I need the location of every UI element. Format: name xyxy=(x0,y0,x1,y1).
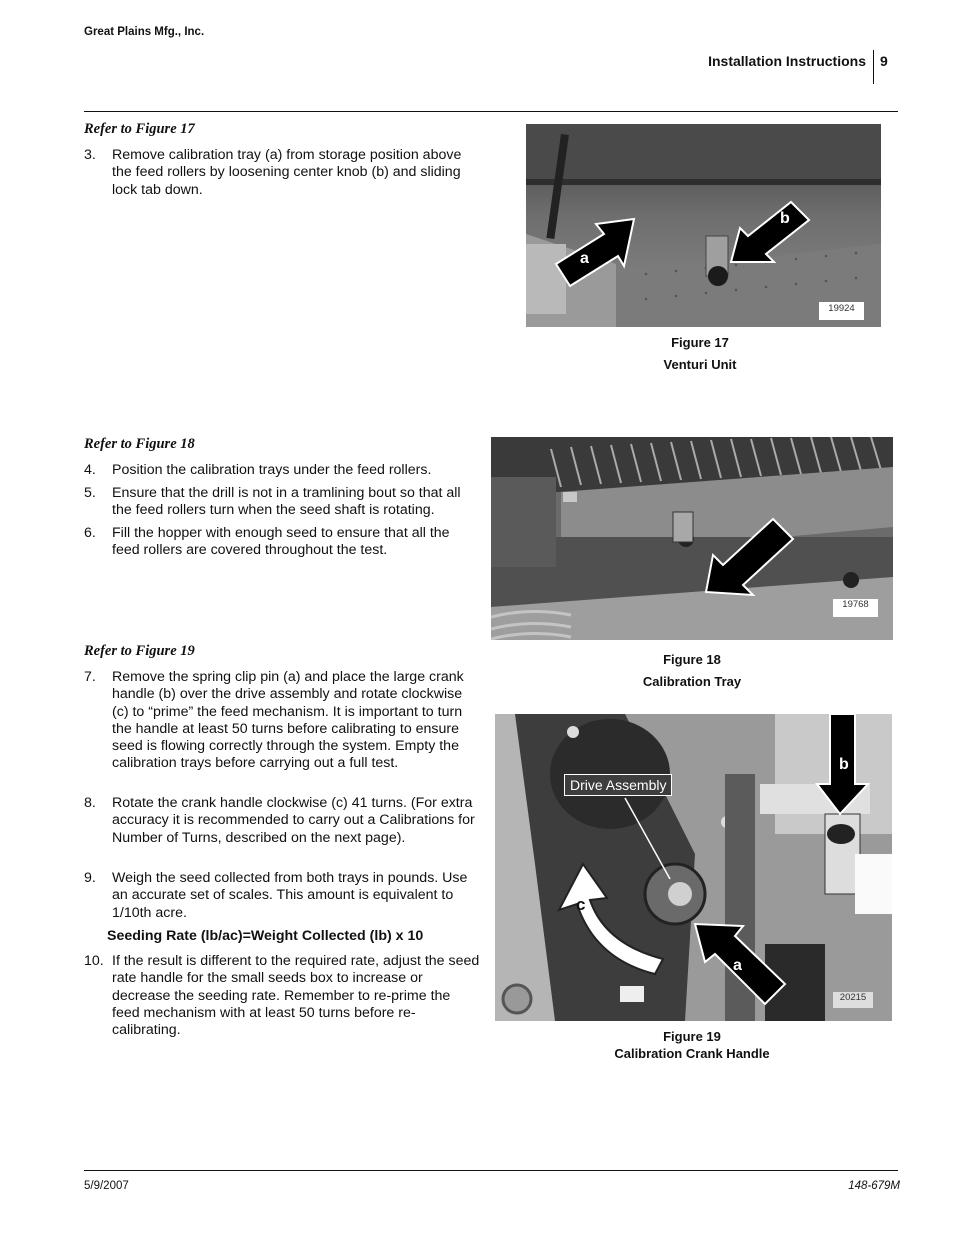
step-5 xyxy=(84,485,480,520)
figure-18-number: Figure 18 xyxy=(663,652,721,667)
step-number: 3. xyxy=(84,147,96,163)
step-9 xyxy=(84,870,480,922)
step-text: Remove the spring clip pin (a) and place the large crank handle (b) over the drive assembly and rotate clockwise (c) to “prime” the feed mechanism. It is important to turn the handle at least 50 turns before calibrating to ensure seed is flowing correctly through the system. Empty the calibration trays before carrying out a full test. xyxy=(112,669,464,772)
figure-17-number: Figure 17 xyxy=(671,335,729,350)
page-number: 9 xyxy=(880,53,888,69)
figure-19-number: Figure 19 xyxy=(663,1029,721,1044)
footer-rule xyxy=(84,1170,898,1171)
figure-17-photo xyxy=(526,124,881,327)
step-8 xyxy=(84,795,480,847)
fig19-label-c: c xyxy=(576,895,586,914)
step-3 xyxy=(84,147,480,199)
fig19-label-a: a xyxy=(733,957,742,974)
section-title: Installation Instructions xyxy=(708,53,866,69)
fig17-label-b: b xyxy=(780,210,790,227)
header-rule xyxy=(84,111,898,112)
step-text: Position the calibration trays under the feed rollers. xyxy=(112,462,432,478)
step-text: Weigh the seed collected from both trays in pounds. Use an accurate set of scales. This amount is equivalent to 1/10th acre. xyxy=(112,870,468,921)
step-number: 7. xyxy=(84,669,96,685)
step-4 xyxy=(84,462,480,479)
refer-figure-17: Refer to Figure 17 xyxy=(84,121,195,137)
figure-18-title: Calibration Tray xyxy=(642,674,742,689)
figure-19-title: Calibration Crank Handle xyxy=(614,1046,770,1061)
step-number: 5. xyxy=(84,485,96,501)
fig17-label-a: a xyxy=(580,250,589,267)
step-10 xyxy=(84,953,480,1039)
step-number: 10. xyxy=(84,953,104,969)
fig18-photo-id: 19768 xyxy=(842,599,869,610)
step-number: 6. xyxy=(84,525,96,541)
step-number: 4. xyxy=(84,462,96,478)
fig19-label-b: b xyxy=(839,756,849,773)
company-name: Great Plains Mfg., Inc. xyxy=(84,26,205,38)
footer-doc-number: 148-679M xyxy=(848,1180,900,1192)
step-6 xyxy=(84,525,480,560)
step-number: 8. xyxy=(84,795,96,811)
fig19-photo-id: 20215 xyxy=(839,992,867,1003)
footer-date: 5/9/2007 xyxy=(84,1180,129,1192)
header-divider xyxy=(873,50,874,84)
step-number: 9. xyxy=(84,870,96,886)
step-text: Ensure that the drill is not in a tramlining bout so that all the feed rollers turn when the seed shaft is rotating. xyxy=(112,485,461,519)
step-7 xyxy=(84,669,480,773)
step-text: Rotate the crank handle clockwise (c) 41 turns. (For extra accuracy it is recommended to carry out a Calibrations for Number of Turns, described on the next page). xyxy=(112,795,475,846)
step-text: If the result is different to the required rate, adjust the seed rate handle for the small seeds box to increase or decrease the seeding rate. Remember to re-prime the feed mechanism with at least 50 turns before re-calibrating. xyxy=(112,953,480,1039)
refer-figure-18: Refer to Figure 18 xyxy=(84,436,195,452)
step-text: Fill the hopper with enough seed to ensure that all the feed rollers are covered throughout the test. xyxy=(112,525,450,559)
fig17-photo-id: 19924 xyxy=(828,303,855,314)
figure-17-title: Venturi Unit xyxy=(663,357,737,372)
figure-19-photo xyxy=(495,714,892,1021)
seeding-rate-formula: Seeding Rate (lb/ac)=Weight Collected (lb) x 10 xyxy=(107,928,424,944)
refer-figure-19: Refer to Figure 19 xyxy=(84,643,195,659)
drive-assembly-callout: Drive Assembly xyxy=(564,774,672,796)
step-text: Remove calibration tray (a) from storage position above the feed rollers by loosening center knob (b) and sliding lock tab down. xyxy=(112,147,462,198)
